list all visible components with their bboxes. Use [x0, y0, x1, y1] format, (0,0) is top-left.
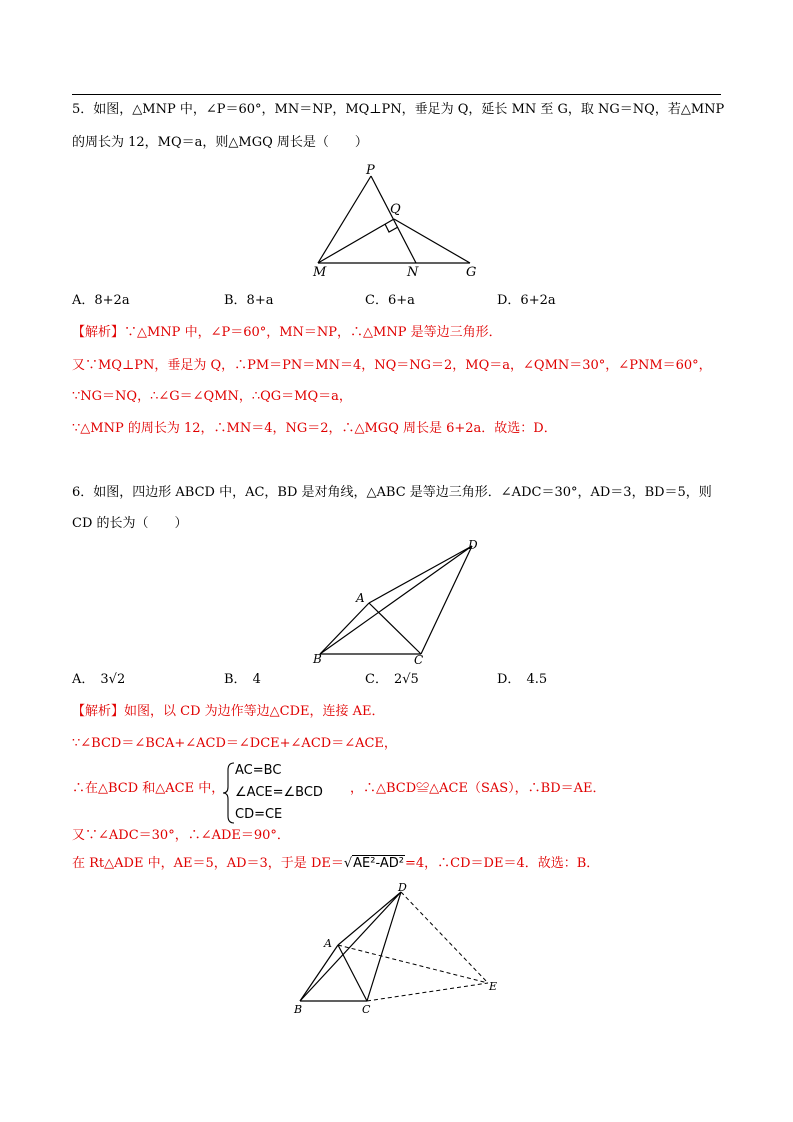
- q6-stem-line2: CD 的长为（ ）: [72, 516, 188, 531]
- q6s-label-c: C: [362, 1003, 371, 1016]
- q6-analysis-line5-post: =4，∴CD＝DE＝4．故选：B．: [405, 856, 600, 871]
- q6s-seg-ba: [300, 945, 338, 1001]
- q6s-seg-bd: [300, 892, 401, 1001]
- q6-sqrt-radicand: AE²-AD²: [353, 856, 404, 871]
- q6-analysis-line5-pre: 在 Rt△ADE 中，AE＝5，AD＝3，于是 DE＝: [72, 856, 344, 871]
- q6-analysis-line3-post: ，∴△BCD≌△ACE（SAS），∴BD＝AE．: [350, 781, 606, 796]
- q6s-seg-de: [401, 892, 488, 983]
- q6s-label-e: E: [489, 980, 498, 993]
- q6-seg-bd: [320, 546, 472, 654]
- q6s-seg-ae: [338, 945, 488, 983]
- q5-figure: [300, 160, 500, 285]
- q5-label-p: P: [366, 163, 375, 178]
- q5-option-a: A．8+2a: [72, 293, 130, 308]
- q6-label-d: D: [468, 538, 478, 552]
- q6-system-eq3: CD=CE: [235, 807, 283, 822]
- q6-solution-figure: [285, 875, 515, 1020]
- q5-seg-mq: [318, 219, 394, 263]
- q6-analysis-line4: 又∵∠ADC＝30°，∴∠ADE＝90°．: [72, 828, 290, 843]
- q6-option-b: B． 4: [224, 672, 261, 687]
- q6-seg-ad: [369, 546, 472, 603]
- q6-option-c: C． 2√5: [365, 672, 419, 687]
- q5-analysis-line2: 又∵MQ⊥PN，垂足为 Q，∴PM＝PN＝MN＝4，NQ＝NG＝2，MQ＝a，∠QMN＝30°，∠PNM＝60°，: [72, 358, 712, 373]
- q6s-label-a: A: [324, 937, 332, 950]
- q6s-label-b: B: [294, 1003, 303, 1016]
- q5-analysis-line1: 【解析】∵△MNP 中，∠P＝60°，MN＝NP，∴△MNP 是等边三角形．: [72, 325, 502, 340]
- q6s-label-d: D: [398, 881, 407, 894]
- q5-analysis-line4: ∵△MNP 的周长为 12，∴MN＝4，NG＝2，∴△MGQ 周长是 6+2a．故选：D．: [72, 421, 557, 436]
- q6-label-b: B: [313, 652, 322, 666]
- q5-stem-line1: 5．如图，△MNP 中，∠P＝60°，MN＝NP，MQ⊥PN，垂足为 Q，延长 MN 至 G，取 NG＝NQ，若△MNP: [72, 102, 725, 117]
- q5-option-d: D．6+2a: [497, 293, 556, 308]
- q6-option-a: A． 3√2: [72, 672, 126, 687]
- q6-label-c: C: [414, 653, 424, 667]
- q6-figure: [300, 535, 500, 670]
- q5-seg-qg: [394, 219, 470, 263]
- header-rule: [72, 94, 721, 95]
- q6-analysis-line2: ∵∠BCD＝∠BCA+∠ACD＝∠DCE+∠ACD＝∠ACE，: [72, 736, 397, 751]
- q5-option-b: B．8+a: [224, 293, 274, 308]
- q6-stem-line1: 6．如图，四边形 ABCD 中，AC，BD 是对角线，△ABC 是等边三角形．∠ADC＝30°，AD＝3，BD＝5，则: [72, 485, 712, 500]
- q5-label-n: N: [407, 265, 419, 280]
- q5-label-g: G: [466, 265, 477, 280]
- q6-analysis-line5: [72, 856, 599, 872]
- q6-congruence-system: [235, 760, 323, 826]
- q6-system-eq1: AC=BC: [235, 763, 282, 778]
- q6s-seg-ac: [338, 945, 367, 1001]
- q5-label-q: Q: [390, 202, 401, 217]
- q6-label-a: A: [356, 591, 365, 605]
- q6s-seg-ce: [367, 983, 488, 1001]
- q6s-seg-cd: [367, 892, 401, 1001]
- sqrt-radical-icon: √: [343, 856, 353, 871]
- q5-label-m: M: [313, 265, 327, 280]
- q5-seg-mp: [318, 176, 371, 263]
- q5-option-c: C．6+a: [365, 293, 415, 308]
- q6-option-d: D． 4.5: [497, 672, 548, 687]
- q6-seg-cd: [421, 546, 472, 654]
- q5-analysis-line3: ∵NG＝NQ，∴∠G＝∠QMN，∴QG＝MQ＝a，: [72, 389, 352, 404]
- q6-system-brace: [222, 762, 236, 824]
- q6s-seg-ad: [338, 892, 401, 945]
- q6-seg-ac: [369, 603, 421, 654]
- q5-stem-line2: 的周长为 12，MQ＝a，则△MGQ 周长是（ ）: [72, 135, 368, 150]
- q6-analysis-line1: 【解析】如图，以 CD 为边作等边△CDE，连接 AE．: [72, 704, 385, 719]
- q6-seg-ba: [320, 603, 369, 654]
- q6-system-eq2: ∠ACE=∠BCD: [235, 785, 323, 800]
- q6-analysis-line3-pre: ∴在△BCD 和△ACE 中，: [72, 781, 225, 796]
